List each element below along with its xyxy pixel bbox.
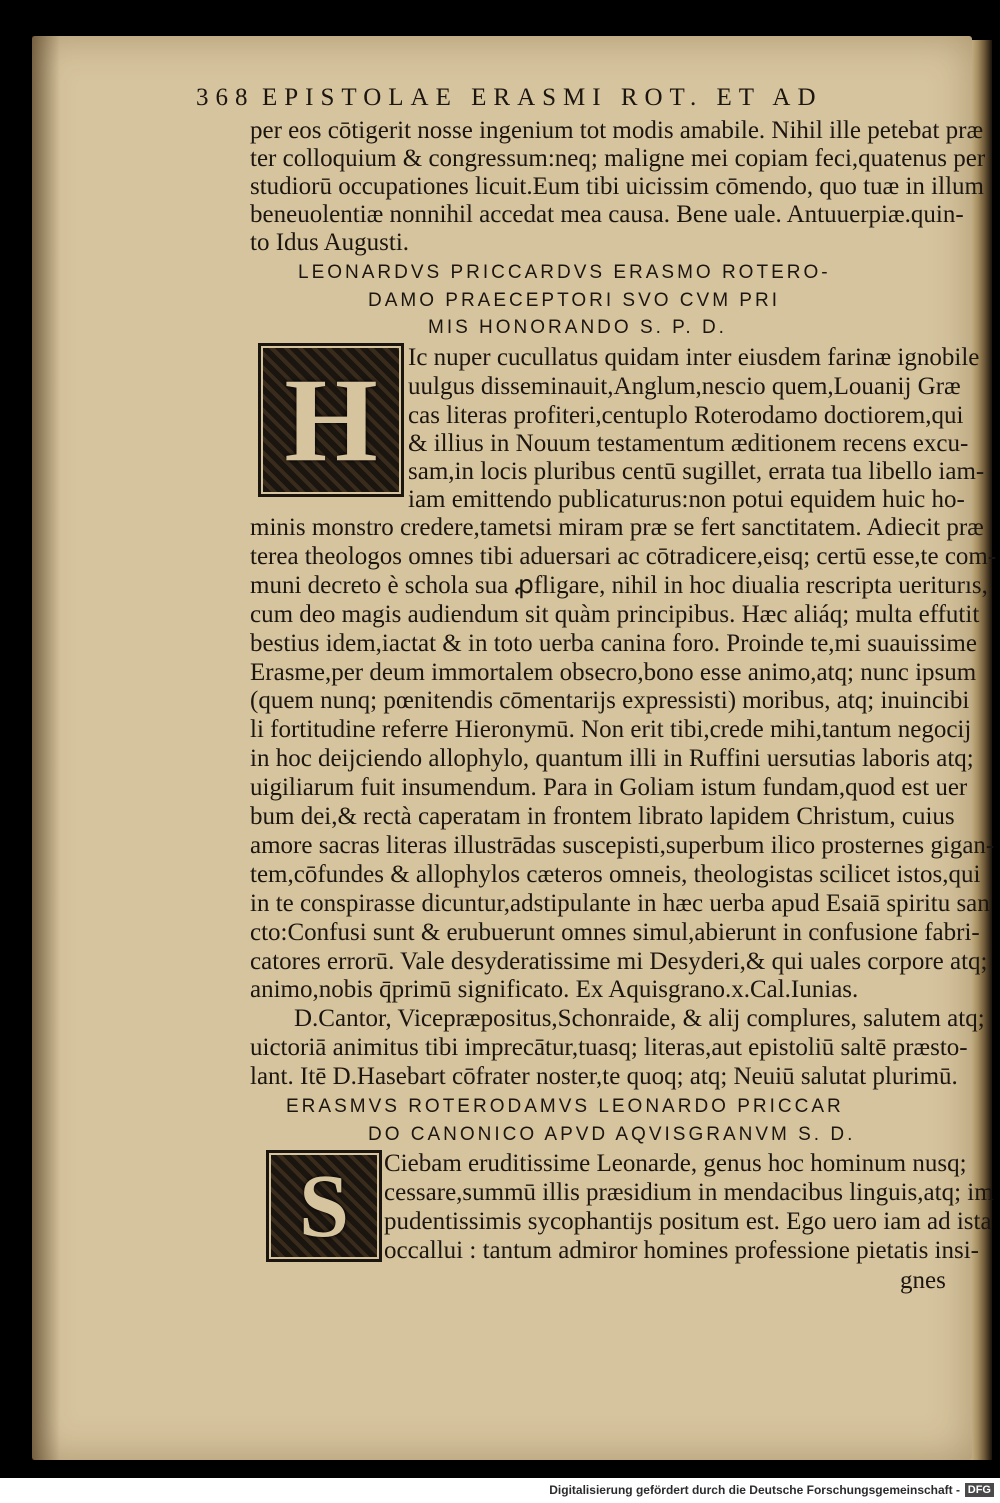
letter-heading: ERASMVS ROTERODAMVS LEONARDO PRICCAR	[286, 1096, 844, 1117]
text-line: per eos cōtigerit nosse ingenium tot modis amabile. Nihil ille petebat præ	[250, 117, 984, 144]
text-line: occallui : tantum admiror homines professione pietatis insi-	[384, 1237, 980, 1264]
text-line: uictoriā animitus tibi imprecātur,tuasq; literas,aut epistoliū saltē præsto-	[250, 1034, 968, 1061]
text-line: ter colloquium & congressum:neq; maligne mei copiam feci,quatenus per	[250, 145, 986, 172]
text-line: bestius idem,iactat & in toto uerba canina foro. Proinde te,mi suauissime	[250, 630, 977, 657]
decorated-initial	[266, 1150, 382, 1262]
text-line: terea theologos omnes tibi aduersari ac cōtradicere,eisq; certū esse,te com-	[250, 543, 997, 570]
text-line: animo,nobis q̄primū significato. Ex Aquisgrano.x.Cal.Iunias.	[250, 976, 859, 1003]
text-line: tem,cōfundes & allophylos cæteros omneis, theologistas scilicet istos,qui	[250, 861, 981, 888]
text-line: uulgus disseminauit,Anglum,nescio quem,Louanij Græ	[408, 373, 961, 400]
initial-letter: S	[298, 1156, 350, 1256]
letter-heading: DO CANONICO APVD AQVISGRANVM S. D.	[368, 1124, 856, 1145]
text-line: beneuolentiæ nonnihil accedat mea causa. Bene uale. Antuuerpiæ.quin-	[250, 201, 964, 228]
text-line: (quem nunq; pœnitendis cōmentarijs expressisti) moribus, atq; inuincibi	[250, 687, 970, 714]
text-line: li fortitudine referre Hieronymū. Non erit tibi,crede mihi,tantum negocij	[250, 716, 972, 743]
text-line: cto:Confusi sunt & erubuerunt omnes simul,abierunt in confusione fabri-	[250, 919, 980, 946]
text-line: minis monstro credere,tametsi miram præ se fert sanctitatem. Adiecit præ	[250, 514, 984, 541]
text-line: sam,in locis pluribus centū sugillet, errata tua libello iam-	[408, 458, 985, 485]
text-line: cas literas profiteri,centuplo Roterodamo doctiorem,qui	[408, 402, 964, 429]
gutter-shadow	[32, 36, 60, 1460]
text-line: studiorū occupationes licuit.Eum tibi uicissim cōmendo, quo tuæ in illum	[250, 173, 984, 200]
text-line: cum deo magis audiendum sit quàm principibus. Hæc aliáq; multa effutit	[250, 601, 980, 628]
digitization-footer	[0, 1478, 1000, 1503]
running-head: EPISTOLAE ERASMI ROT. ET AD	[262, 84, 823, 111]
text-line: bum dei,& rectà caperatam in frontem librato lapidem Christum, cuius	[250, 803, 955, 830]
text-line: in te conspirasse dicuntur,adstipulante in hæc uerba apud Esaiā spiritu san	[250, 890, 990, 917]
text-line: amore sacras literas illustrādas suscepisti,superbum ilico prosternes gigan-	[250, 832, 995, 859]
catchword: gnes	[900, 1267, 946, 1294]
page-number: 368	[196, 84, 255, 111]
text-line: D.Cantor, Vicepræpositus,Schonraide, & alij complures, salutem atq;	[294, 1005, 985, 1032]
text-line: muni decreto è schola sua ꝓfligare, nihil in hoc diualia rescripta ueriturıs,	[250, 572, 988, 599]
text-line: lant. Itē D.Hasebart cōfrater noster,te quoq; atq; Neuiū salutat plurimū.	[250, 1063, 958, 1090]
letter-heading: MIS HONORANDO S. P. D.	[428, 317, 727, 338]
text-line: cessare,summū illis præsidium in mendacibus linguis,atq; im	[384, 1179, 994, 1206]
letter-heading: LEONARDVS PRICCARDVS ERASMO ROTERO-	[298, 262, 831, 283]
text-line: iam emittendo publicaturus:non potui equidem huic ho-	[408, 486, 965, 513]
text-line: uigiliarum fuit insumendum. Para in Goliam istum fundam,quod est uer	[250, 774, 968, 801]
text-line: Ciebam eruditissime Leonarde, genus hoc hominum nusq;	[384, 1150, 967, 1177]
text-line: in hoc deijciendo allophylo, quantum illi in Ruffini uersutias laboris atq;	[250, 745, 974, 772]
text-line: pudentissimis sycophantijs positum est. Ego uero iam ad ista	[384, 1208, 992, 1235]
text-line: Erasme,per deum immortalem obsecro,bono esse animo,atq; nunc ipsum	[250, 659, 977, 686]
text-line: catores errorū. Vale desyderatissime mi Desyderi,& qui uales corpore atq;	[250, 948, 988, 975]
dfg-logo: DFG	[965, 1483, 994, 1497]
initial-letter: H	[284, 353, 378, 486]
letter-heading: DAMO PRAECEPTORI SVO CVM PRI	[368, 290, 780, 311]
text-line: to Idus Augusti.	[250, 229, 410, 256]
text-line: Ic nuper cucullatus quidam inter eiusdem farinæ ignobile	[408, 344, 980, 371]
decorated-initial	[258, 343, 404, 497]
text-line: & illius in Nouum testamentum æditionem recens excu-	[408, 430, 969, 457]
footer-credit: Digitalisierung gefördert durch die Deutsche Forschungsgemeinschaft -	[549, 1483, 960, 1497]
